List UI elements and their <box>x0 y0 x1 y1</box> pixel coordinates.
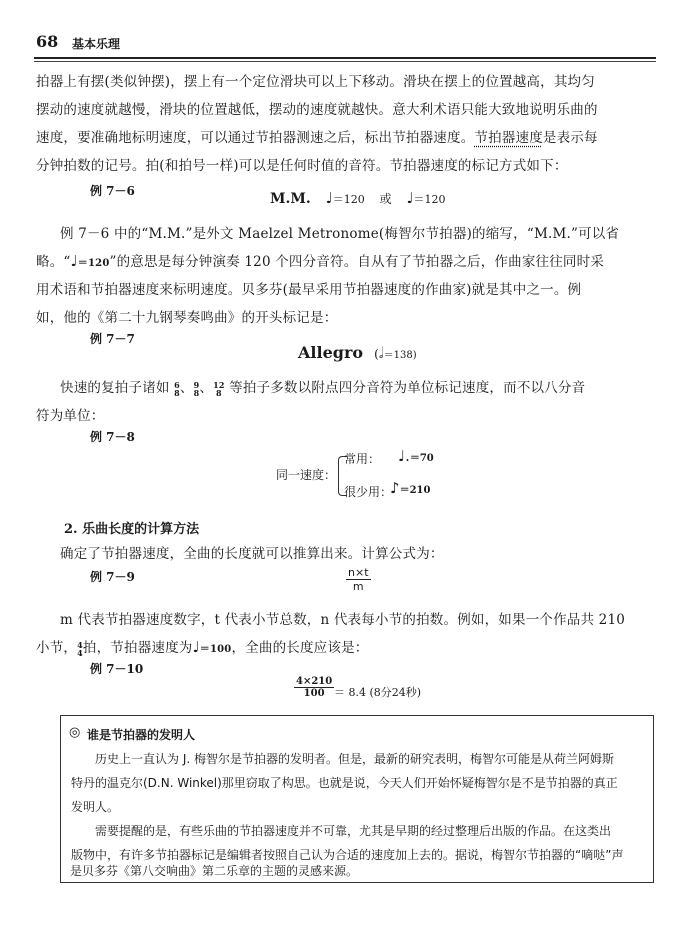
body-text: ”的意思是每分钟演奏 120 个四分音符。自从有了节拍器之后，作曲家往往同时采 <box>109 254 605 270</box>
body-line: m 代表节拍器速度数字，t 代表小节总数，n 代表每小节的拍数。例如，如果一个作品共 210 <box>60 612 626 628</box>
time-signature-12-8: 12 8 <box>213 379 225 398</box>
eighth-note-icon: ♪ <box>390 479 400 497</box>
tempo-value: ＝70 <box>409 453 434 464</box>
body-text: ，全曲的长度应该是： <box>231 640 369 656</box>
body-line: 用术语和节拍器速度来标明速度。贝多芬(最早采用节拍器速度的作曲家)就是其中之一。例 <box>36 282 582 298</box>
body-line <box>36 126 598 146</box>
running-header-title: 基本乐理 <box>72 37 121 51</box>
sidebar-line: 历史上一直认为 J. 梅智尔是节拍器的发明者。但是，最新的研究表明，梅智尔可能是从荷兰阿姆斯 <box>95 752 614 766</box>
example-label: 例 7－10 <box>90 662 144 676</box>
formula-denominator: 100 <box>303 688 325 699</box>
sidebar-line: 需要提醒的是，有些乐曲的节拍器速度并不可靠，尤其是早期的经过整理后出版的作品。在这类出 <box>95 824 612 838</box>
time-signature-9-8: 9 8 <box>193 379 200 398</box>
body-line: 确定了节拍器速度，全曲的长度就可以推算出来。计算公式为： <box>60 546 444 562</box>
quarter-note-icon: ♩ <box>325 189 333 207</box>
formula-denominator: m <box>352 580 364 593</box>
common-label: 常用： <box>344 452 381 466</box>
body-text: 等拍子多数以附点四分音符为单位标记速度，而不以八分音 <box>229 380 586 396</box>
tempo-value: ＝210 <box>399 485 431 496</box>
sidebar-title: 谁是节拍器的发明人 <box>87 728 196 742</box>
body-line: 拍器上有摆(类似钟摆)，摆上有一个定位滑块可以上下移动。滑块在摆上的位置越高，其均匀 <box>36 74 595 90</box>
tempo-value: ＝120 <box>77 258 110 269</box>
example-7-6-notation <box>270 190 446 207</box>
time-signature-4-4: 4 4 <box>77 639 83 658</box>
sidebar-line: 版物中，有许多节拍器标记是编辑者按照自己认为合适的速度加上去的。据说，梅智尔节拍器的“嘀哒”声 <box>71 848 624 862</box>
emphasis-term: 节拍器速度 <box>474 130 543 146</box>
tempo-value: ＝120 <box>413 193 446 206</box>
body-line: 摆动的速度就越慢，滑块的位置越低，摆动的速度就越快。意大利术语只能大致地说明乐曲的 <box>36 102 598 118</box>
sidebar-line: 特丹的温克尔(D.N. Winkel)那里窃取了构思。也就是说，今天人们开始怀疑梅智尔是不是节拍器的真正 <box>71 776 618 790</box>
common-tempo <box>398 446 434 465</box>
tempo-value: ＝100 <box>199 644 232 655</box>
body-line: 例 7－6 中的“M.M.”是外文 Maelzel Metronome(梅智尔节拍器)的缩写，“M.M.”可以省 <box>60 226 620 242</box>
header-rule <box>34 57 656 59</box>
example-7-7-notation <box>298 343 417 362</box>
quarter-note-icon: ♩ <box>406 189 414 207</box>
mm-abbrev: M.M. <box>270 191 311 207</box>
body-line: 分钟拍数的记号。拍(和拍号一样)可以是任何时值的音符。节拍器速度的标记方式如下： <box>36 158 568 174</box>
tempo-value: ＝120 <box>332 193 365 206</box>
rare-label: 很少用： <box>344 485 393 499</box>
example-label: 例 7－8 <box>90 430 135 444</box>
paren-open: ( <box>374 347 379 361</box>
sidebar-line: 是贝多芬《第八交响曲》第二乐章的主题的灵感来源。 <box>70 864 359 878</box>
body-line <box>36 250 604 270</box>
example-label: 例 7－6 <box>90 184 135 198</box>
body-text: 快速的复拍子诸如 <box>60 380 170 396</box>
sidebar-box <box>60 715 654 883</box>
sidebar-line: 发明人。 <box>71 800 120 814</box>
quarter-note-icon: ♩ <box>70 252 78 270</box>
formula-fraction <box>294 676 334 699</box>
formula-numerator: 4×210 <box>296 676 333 687</box>
body-line: 如，他的《第二十九钢琴奏鸣曲》的开头标记是： <box>36 310 338 326</box>
quarter-note-icon: ♩ <box>192 638 200 656</box>
body-line <box>60 376 585 397</box>
half-note-icon: 𝅗𝅥 <box>378 344 384 362</box>
page-number: 68 <box>36 32 59 51</box>
rare-tempo <box>390 478 430 497</box>
tempo-value: ＝138) <box>383 350 417 361</box>
body-text: 小节， <box>36 640 78 656</box>
body-line: 符为单位： <box>36 408 105 424</box>
body-text: 是表示每 <box>542 130 598 146</box>
or-word: 或 <box>379 192 392 206</box>
circle-bullet-icon: ◎ <box>69 725 81 740</box>
example-label: 例 7－9 <box>90 570 135 584</box>
body-text: 拍，节拍器速度为 <box>82 640 193 656</box>
tempo-term: Allegro <box>298 343 364 362</box>
example-label: 例 7－7 <box>90 332 135 346</box>
body-text: 速度，要准确地标明速度，可以通过节拍器测速之后，标出节拍器速度。 <box>36 130 475 146</box>
header-rule-thin <box>34 61 656 62</box>
section-heading: 2. 乐曲长度的计算方法 <box>64 522 200 537</box>
formula-numerator: n×t <box>348 566 369 579</box>
separator: 、 <box>179 380 194 396</box>
body-line <box>36 636 368 657</box>
same-tempo-label: 同一速度： <box>276 468 337 482</box>
dotted-quarter-note-icon: ♩. <box>398 447 410 465</box>
time-signature-6-8: 6 8 <box>174 379 180 398</box>
body-text: 略。“ <box>36 254 71 270</box>
separator: 、 <box>199 380 214 396</box>
formula-fraction <box>346 566 371 593</box>
formula-result: ＝ 8.4 (8分24秒) <box>334 686 422 699</box>
